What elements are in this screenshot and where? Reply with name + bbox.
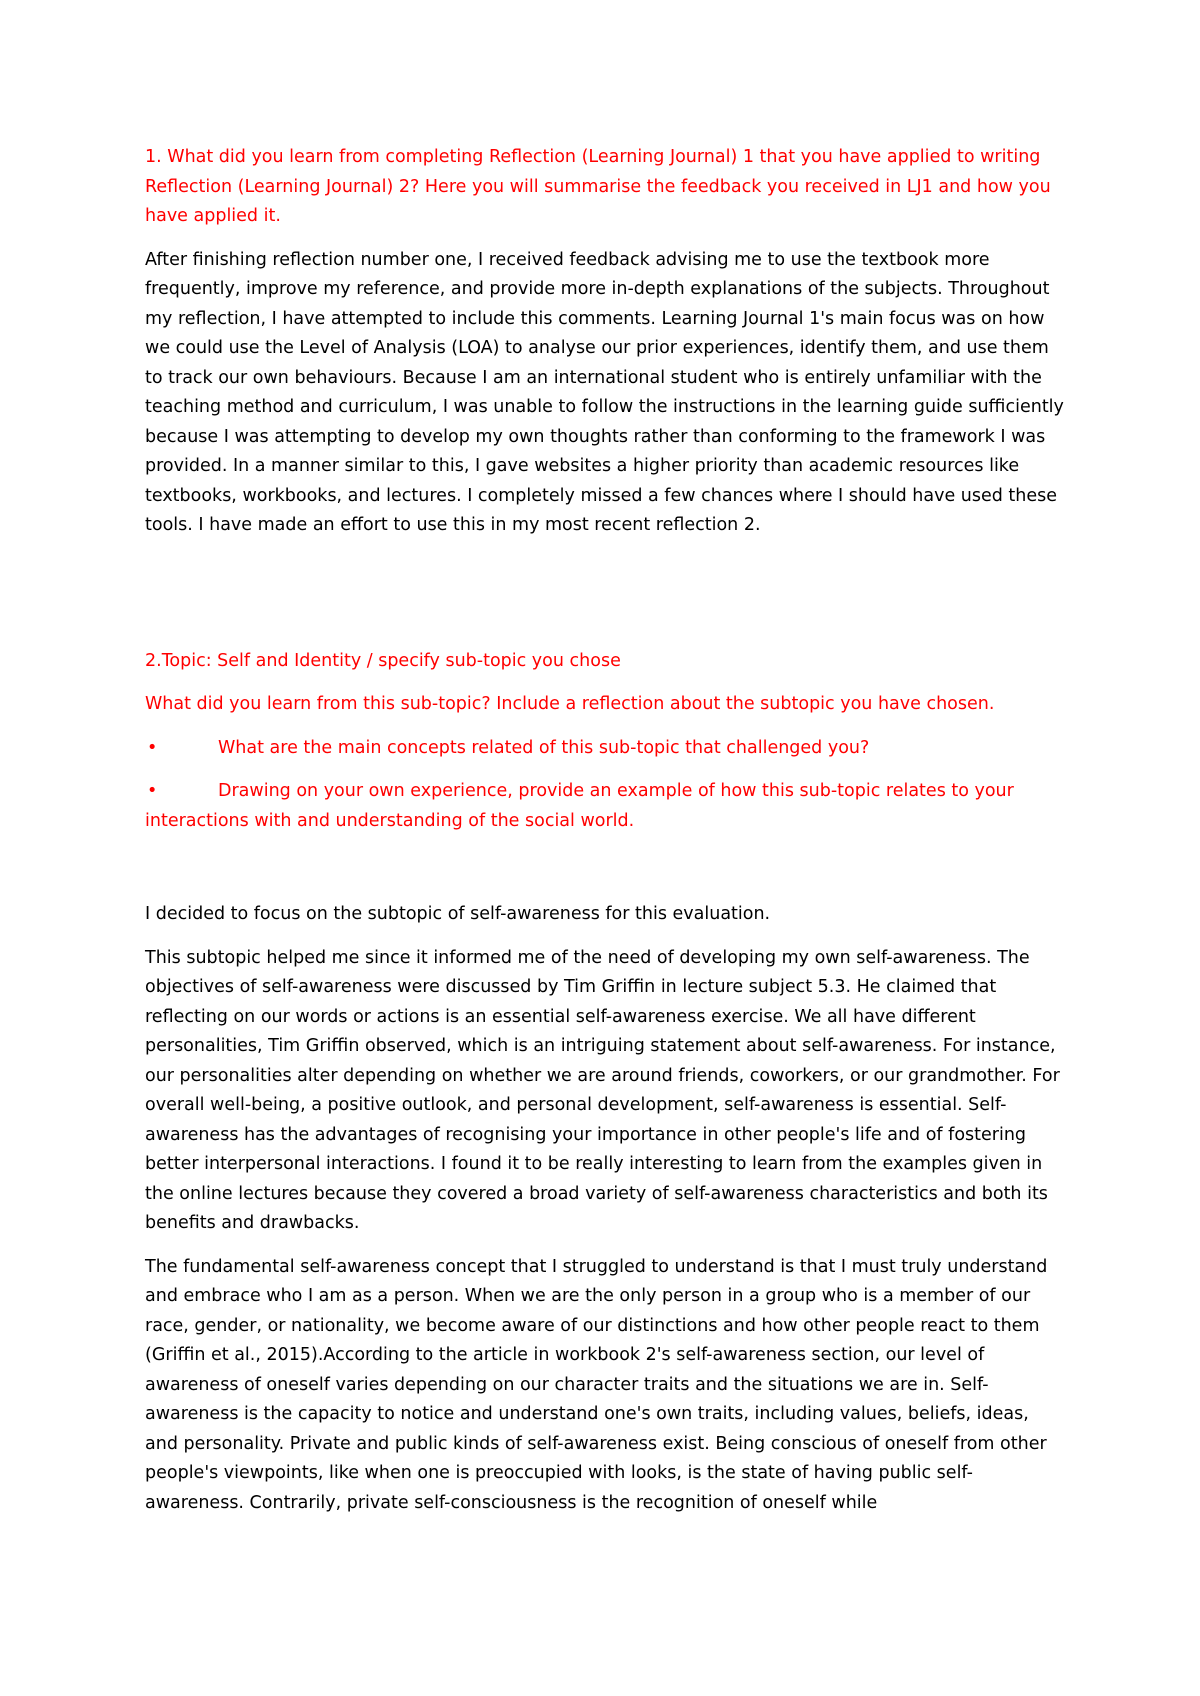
bullet-icon: • [147, 737, 158, 758]
bullet-item [145, 734, 1065, 764]
bullet-item [145, 777, 1065, 836]
question-2-prompt: What did you learn from this sub-topic? Include a reflection about the subtopic you have chosen. [145, 694, 995, 714]
question-1-answer: After finishing reflection number one, I received feedback advising me to use the textbook more frequently, improve my reference, and provide more in-depth explanations of the subjects. Throughout my reflection, I have attempted to include this comments. Learning Journal 1's main focus was on how we could use the Level of Analysis (LOA) to analyse our prior experiences, identify them, and use them to track our own behaviours. Because I am an international student who is entirely unfamiliar with the teaching method and curriculum, I was unable to follow the instructions in the learning guide sufficiently because I was attempting to develop my own thoughts rather than conforming to the framework I was provided. In a manner similar to this, I gave websites a higher priority than academic resources like textbooks, workbooks, and lectures. I completely missed a few chances where I should have used these tools. I have made an effort to use this in my most recent reflection 2. [145, 249, 1064, 535]
bullet-text: What are the main concepts related of this sub-topic that challenged you? [218, 737, 870, 758]
spacer [145, 850, 1065, 900]
document-page [145, 143, 1065, 1532]
question-2-topic: 2.Topic: Self and Identity / specify sub-topic you chose [145, 650, 621, 671]
spacer [145, 555, 1065, 647]
answer-paragraph: The fundamental self-awareness concept that I struggled to understand is that I must truly understand and embrace who I am as a person. When we are the only person in a group who is a member of our race, gender, or nationality, we become aware of our distinctions and how other people react to them (Griffin et al., 2015).According to the article in workbook 2's self-awareness section, our level of awareness of oneself varies depending on our character traits and the situations we are in. Self-awareness is the capacity to notice and understand one's own traits, including values, beliefs, ideas, and personality. Private and public kinds of self-awareness exist. Being conscious of oneself from other people's viewpoints, like when one is preoccupied with looks, is the state of having public self-awareness. Contrarily, private self-consciousness is the recognition of oneself while [145, 1256, 1048, 1513]
answer-paragraph: This subtopic helped me since it informed me of the need of developing my own self-awareness. The objectives of self-awareness were discussed by Tim Griffin in lecture subject 5.3. He claimed that reflecting on our words or actions is an essential self-awareness exercise. We all have different personalities, Tim Griffin observed, which is an intriguing statement about self-awareness. For instance, our personalities alter depending on whether we are around friends, coworkers, or our grandmother. For overall well-being, a positive outlook, and personal development, self-awareness is essential. Self-awareness has the advantages of recognising your importance in other people's life and of fostering better interpersonal interactions. I found it to be really interesting to learn from the examples given in the online lectures because they covered a broad variety of self-awareness characteristics and both its benefits and drawbacks. [145, 947, 1060, 1233]
bullet-icon: • [147, 781, 158, 801]
answer-paragraph: I decided to focus on the subtopic of self-awareness for this evaluation. [145, 904, 771, 924]
bullet-text: Drawing on your own experience, provide an example of how this sub-topic relates to your interactions with and understanding of the social world. [145, 781, 1014, 831]
question-1-prompt: 1. What did you learn from completing Reflection (Learning Journal) 1 that you have applied to writing Reflection (Learning Journal) 2? Here you will summarise the feedback you received in LJ1 and how you have applied it. [145, 147, 1051, 226]
